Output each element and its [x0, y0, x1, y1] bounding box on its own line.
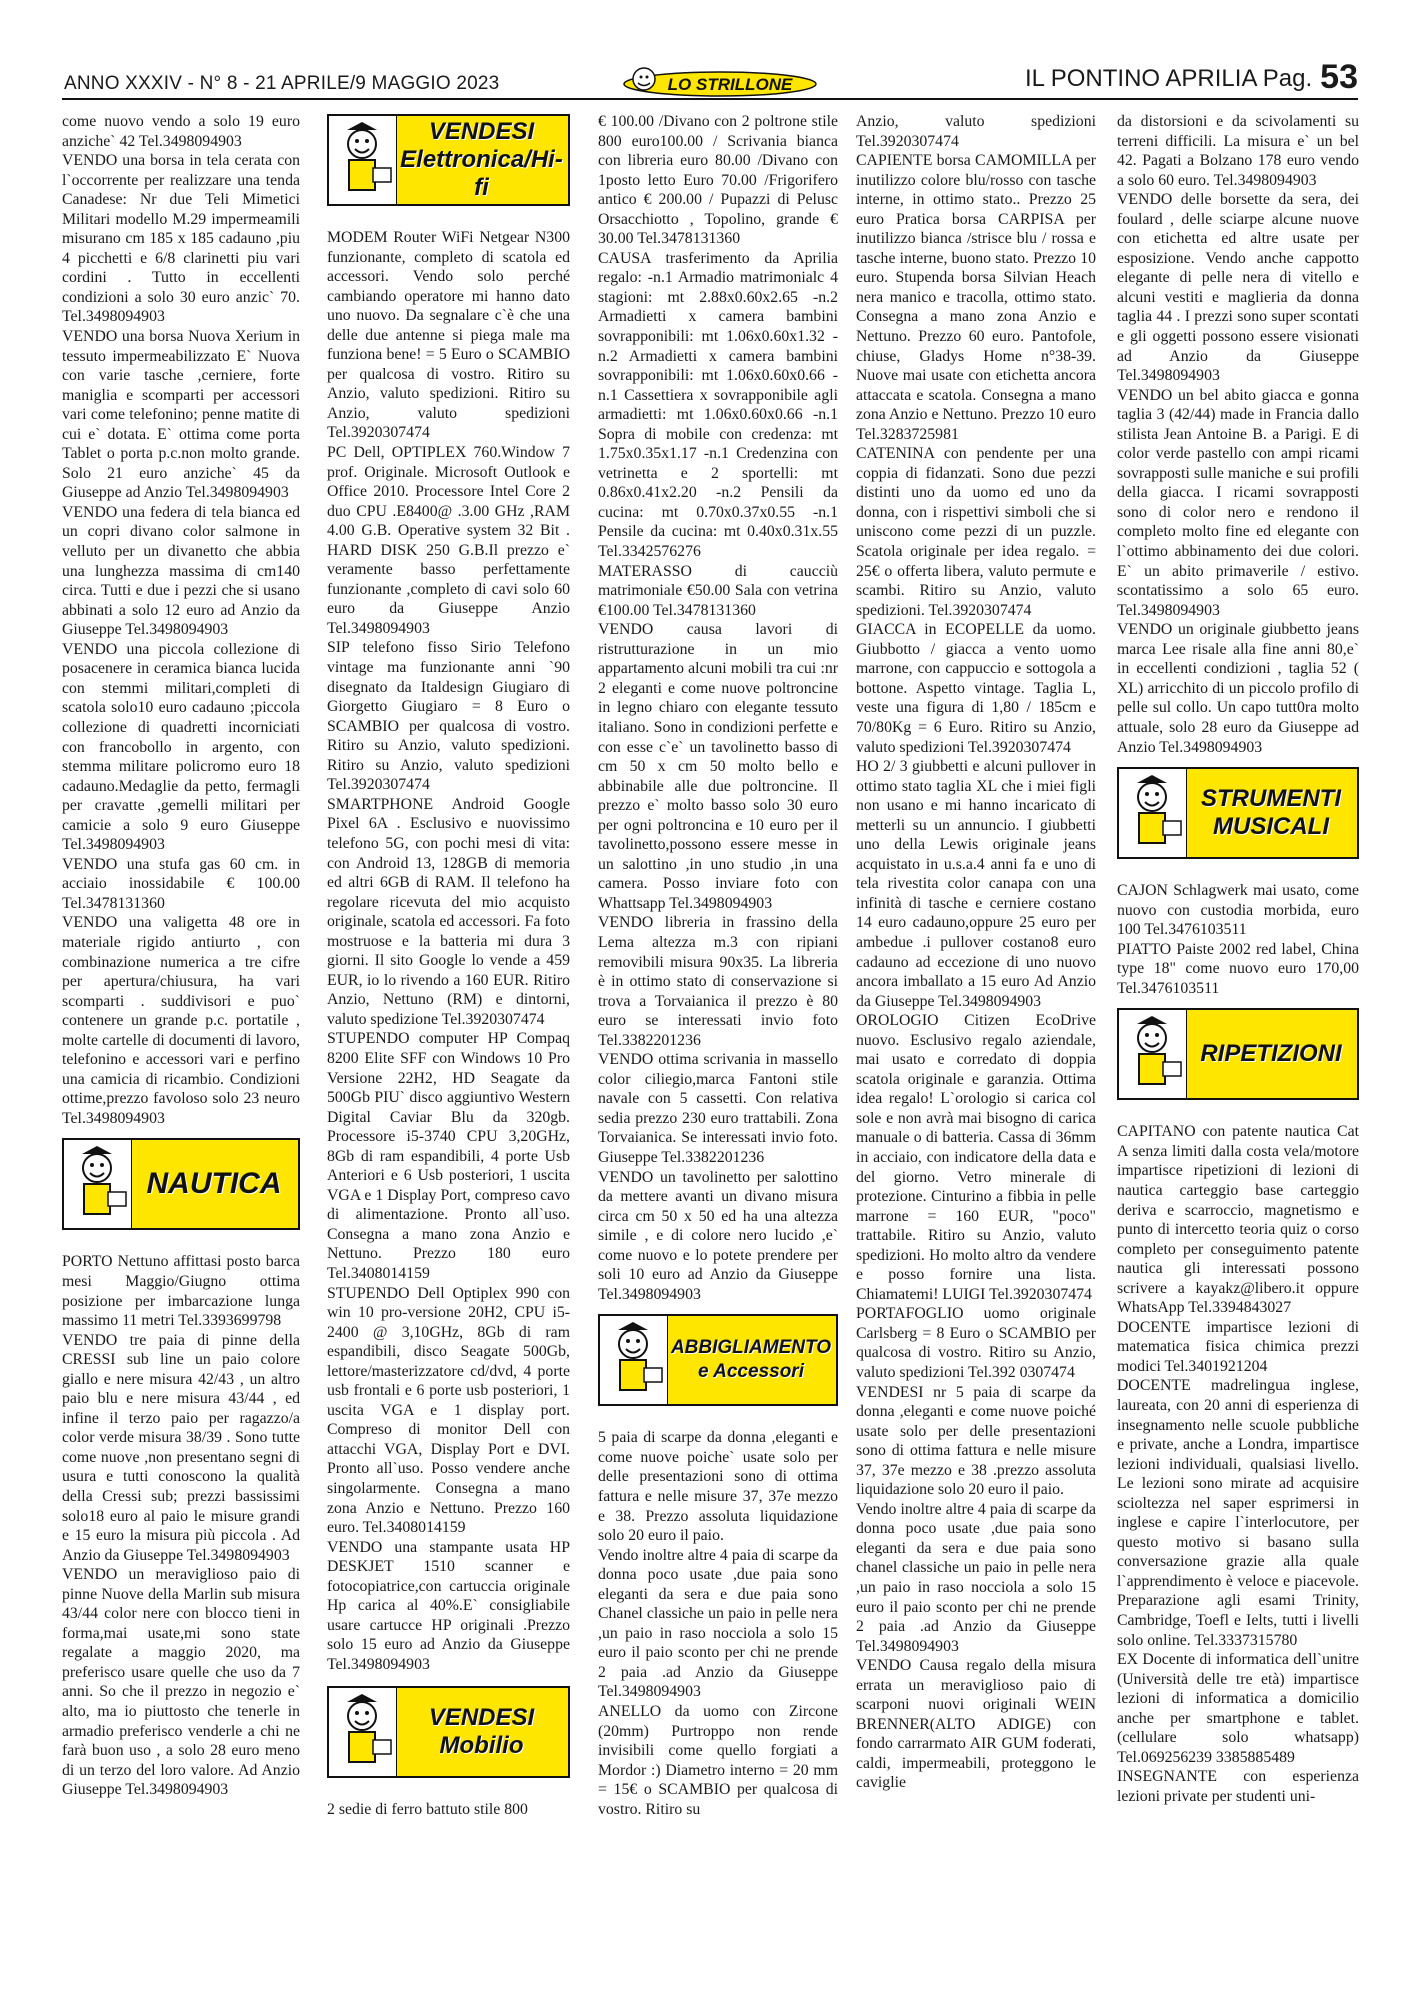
section-title: VENDESI Mobilio	[428, 1704, 535, 1760]
lo-strillone-logo	[620, 64, 820, 100]
page-number: 53	[1320, 58, 1358, 96]
section-banner-ripetizioni	[1117, 1008, 1359, 1100]
column-1	[62, 112, 300, 1800]
strillone-mascot-icon	[598, 1314, 668, 1406]
strillone-mascot-icon	[327, 114, 397, 206]
classified-text: Anzio, valuto spedizioni Tel.3920307474 CAPIENTE borsa CAMOMILLA per inutilizzo colore blu/rosso con tasche interne, in ottimo stato.. Prezzo 25 euro Pratica borsa CARPISA per inutilizzo bianca /strisce blu / rossa e tasche interne, buono stato. Prezzo 10 euro. Stupenda borsa Silvian Heach nera manico e tracolla, ottimo stato. Consegna a mano zona Anzio e Nettuno. Prezzo 60 euro. Pantofole, chiuse, Gladys Home n°38-39. Nuove mai usate con etichetta ancora attaccata e scatola. Consegna a mano zona Anzio e Nettuno. Prezzo 10 euro Tel.3283725981 CATENINA con pendente per una coppia di fidanzati. Sono due pezzi distinti uno da uomo ed uno da donna, con i rispettivi simboli che si uniscono come pezzi di un puzzle. Scatola originale per idea regalo. = 25€ o offerta libera, valuto permute e scambi. Ritiro su Anzio, valuto spedizioni. Tel.3920307474 GIACCA in ECOPELLE da uomo. Giubbotto / giacca a vento uomo marrone, con cappuccio e sottogola a bottone. Aspetto vintage. Taglia L, veste una figura di 1,80 / 185cm e 70/80Kg = 6 Euro. Ritiro su Anzio, valuto spedizioni Tel.3920307474 HO 2/ 3 giubbetti e alcuni pullover in ottimo stato taglia XL che i miei figli non usano e mi hanno incaricato di metterli su un annuncio. I giubbetti uno della Lewis originale jeans acquistato in u.s.a.4 anni fa e uno di tela rivestita color canapa con una infinità di tasche e cerniere costano 14 euro cadauno,oppure 25 euro per ambedue .i pullover costano8 euro cadauno ad eccezione di uno nuovo ancora imballato a 15 euro Ad Anzio da Giuseppe Tel.3498094903 OROLOGIO Citizen EcoDrive nuovo. Esclusivo regalo aziendale, mai usato e corredato di doppia scatola originale e garanzia. Ottima idea regalo! L`orologio si carica col sole e non avrà mai bisogno di carica manuale o di batteria. Cassa di 36mm in acciaio, con indicatore della data e del giorno. Vetro minerale di protezione. Cinturino a fibbia in pelle marrone = 160 EUR, "poco" trattabile. Ritiro su Anzio, valuto spedizioni. Ho molto altro da vendere e posso fornire una lista. Chiamatemi! LUIGI Tel.3920307474 PORTAFOGLIO uomo originale Carlsberg = 8 Euro o SCAMBIO per qualcosa di vostro. Ritiro su Anzio, valuto spedizioni Tel.392 0307474 VENDESI nr 5 paia di scarpe da donna ,eleganti e come nuove poiché usate solo per delle presentazioni sono di ottima fattura e nelle misure 37, 37e mezzo e 38 .prezzo assoluta liquidazione solo 20 euro il paio. Vendo inoltre altre 4 paia di scarpe da donna poco usate ,due paia sono eleganti da sera e due paia sono chanel classiche un paio in pelle nera ,un paio in raso nocciola a solo 15 euro il paio sconto per chi ne prende 2 paia .ad Anzio da Giuseppe Tel.3498094903 VENDO Causa regalo della misura errata un meraviglioso paio di scarponi nuovi originali WEIN BRENNER(ALTO ADIGE) con fondo carrarmato AIR GUM foderati, caldi, impermeabili, proteggono le caviglie	[856, 113, 1096, 1792]
classified-text: MODEM Router WiFi Netgear N300 funzionante, completo di scatola ed accessori. Vendo solo perché cambiando operatore mi hanno dato uno nuovo. Da segnalare c`è che una delle due antenne si piega male ma funziona bene! = 5 Euro o SCAMBIO per qualcosa di vostro. Ritiro su Anzio, valuto spedizioni. Ritiro su Anzio, valuto spedizioni Tel.3920307474 PC Dell, OPTIPLEX 760.Window 7 prof. Originale. Microsoft Outlook e Office 2010. Processore Intel Core 2 duo CPU .E8400@ .3.00 GHz ,RAM 4.00 G.B. Operative system 32 Bit . HARD DISK 250 G.B.Il prezzo e` veramente basso perfettamente funzionante ,completo di cavi solo 60 euro da Giuseppe Anzio Tel.3498094903 SIP telefono fisso Sirio Telefono vintage ma funzionante anni `90 disegnato da Italdesign Giugiaro di Giorgetto Giugiaro = 8 Euro o SCAMBIO per qualcosa di vostro. Ritiro su Anzio, valuto spedizioni. Ritiro su Anzio, valuto spedizioni Tel.3920307474 SMARTPHONE Android Google Pixel 6A . Esclusivo e nuovissimo telefono 5G, con pochi mesi di vita: con Android 13, 128GB di memoria ed altri 6GB di RAM. Il telefono ha regolare ricevuta del mio acquisto originale, scatola ed accessori. Fa foto mostruose e la batteria mi dura 3 giorni. Il sito Google lo vende a 459 EUR, io lo rivendo a 160 EUR. Ritiro Anzio, Nettuno (RM) e dintorni, valuto spedizione Tel.3920307474 STUPENDO computer HP Compaq 8200 Elite SFF con Windows 10 Pro Versione 22H2, HD Seagate da 500Gb PIU` disco aggiuntivo Western Digital Caviar Blu da 320gb. Processore i5-3740 CPU 3,20GHz, 8Gb di ram espandibili, 4 porte Usb Anteriori e 6 Usb posteriori, 1 uscita VGA e 1 Display Port, compreso cavo di alimentazione. Pronto all`uso. Consegna a mano zona Anzio e Nettuno. Prezzo 180 euro Tel.3408014159 STUPENDO Dell Optiplex 990 con win 10 pro-versione 20H2, CPU i5-2400 @ 3,10GHz, 8Gb di ram espandibili, disco Seagate 500Gb, lettore/masterizzatore cd/dvd, 4 porte usb frontali e 6 porte usb posteriori, 1 uscita VGA e 1 display port. Compreso di monitor Dell con attacchi VGA, Display Port e DVI. Pronto all`uso. Posso vendere anche singolarmente. Consegna a mano zona Anzio e Nettuno. Prezzo 160 euro. Tel.3408014159 VENDO una stampante usata HP DESKJET 1510 scanner e fotocopiatrice,con cartuccia originale Hp carica al 40%.E` consigliabile usare cartucce HP originali .Prezzo solo 15 euro ad Anzio da Giuseppe Tel.3498094903	[327, 229, 570, 1673]
section-banner-abbigliamento	[598, 1314, 838, 1406]
section-banner-nautica	[62, 1138, 300, 1230]
section-banner-strumenti	[1117, 767, 1359, 859]
section-banner-elettronica	[327, 114, 570, 206]
strillone-mascot-icon	[62, 1138, 132, 1230]
classified-text: come nuovo vendo a solo 19 euro anziche` 42 Tel.3498094903 VENDO una borsa in tela cerata con l`occorrente per realizzare una tenda Canadese: Nr due Teli Mimetici Militari modello M.29 impermeamili misurano cm 185 x 185 cadauno ,piu 4 picchetti e 6/8 clarinetti piu vari cordini . Tutto in eccellenti condizioni a solo 30 euro anzic` 70. Tel.3498094903 VENDO una borsa Nuova Xerium in tessuto impermeabilizzato E` Nuova con varie tasche ,cerniere, forte maniglia e scomparti per accessori vari come telefonino; penne matite di cui e` dotata. E` ottima come porta Tablet o porta p.c.non molto grande. Solo 21 euro anziche` 45 da Giuseppe ad Anzio Tel.3498094903 VENDO una federa di tela bianca ed un copri divano color salmone in velluto per un divanetto che abbia una lunghezza massima di cm140 circa. Tutti e due i pezzi che si usano abbinati a solo 12 euro ad Anzio da Giuseppe Tel.3498094903 VENDO una piccola collezione di posacenere in ceramica bianca lucida con stemmi militari,completi di scatola solo10 euro cadauno ;piccola collezione di quadretti incorniciati con francobollo in argento, con stemma militare policromo euro 18 cadauno.Medaglie da petto, fermagli per cravatte ,gemelli militari per camicie a solo 9 euro Giuseppe Tel.3498094903 VENDO una stufa gas 60 cm. in acciaio inossidabile € 100.00 Tel.3478131360 VENDO una valigetta 48 ore in materiale rigido antiurto , con combinazione numerica a tre cifre per apertura/chiusura, ha vari scomparti . suddivisori e puo` contenere un grande p.c. portatile , molte cartelle di documenti di lavoro, telefonino e accessori vari e perfino una camicia di ricambio. Condizioni ottime,prezzo favoloso solo 23 neuro Tel.3498094903	[62, 113, 300, 1127]
classified-text: CAPITANO con patente nautica Cat A senza limiti dalla costa vela/motore impartisce ripetizioni di lezioni di nautica carteggio base carteggio deriva e scarroccio, magnetismo e punto di intercetto teoria quiz o corso completo per conseguimento patente nautica gli interessati possono scrivere a kayakz@libero.it oppure WhatsApp Tel.3394843027 DOCENTE impartisce lezioni di matematica fisica chimica prezzi modici Tel.3401921204 DOCENTE madrelingua inglese, laureata, con 20 anni di esperienza di insegnamento nelle scuole pubbliche e private, anche a Londra, impartisce lezioni individuali, qualsiasi livello. Le lezioni sono mirate ad acquisire scioltezza nel saper esprimersi in inglese e capire l`interlocutore, per questo motivo si basano sulla conversazione grazie alla quale l`apprendimento è veloce e piacevole. Preparazione agli esami Trinity, Cambridge, Toefl e Ielts, tutti i livelli solo online. Tel.3337315780 EX Docente di informatica dell`unitre (Università delle tre età) impartisce lezioni di informatica a domicilio anche per smartphone e tablet.(cellulare solo whatsapp) Tel.069256239 3385885489 INSEGNANTE con esperienza lezioni private per studenti uni-	[1117, 1123, 1359, 1805]
classified-text: CAJON Schlagwerk mai usato, come nuovo con custodia morbida, euro 100 Tel.3476103511 PIATTO Paiste 2002 red label, China type 18" come nuovo euro 170,00 Tel.3476103511	[1117, 882, 1359, 997]
publication-page	[1025, 58, 1358, 97]
strillone-mascot-icon	[327, 1686, 397, 1778]
classified-text: 2 sedie di ferro battuto stile 800	[327, 1801, 528, 1819]
publication-name: IL PONTINO APRILIA Pag.	[1024, 65, 1313, 92]
classified-text: PORTO Nettuno affittasi posto barca mesi Maggio/Giugno ottima posizione per imbarcazione lunga massimo 11 metri Tel.3393699798 VENDO tre paia di pinne della CRESSI sub line un paio colore giallo e nere misura 42/43 , un altro paio blu e nere misura 43/44 , ed infine il terzo paio per ragazzo/a color verde misura 38/39 . Sono tutte come nuove ,non presentano segni di usura e tutti conoscono la qualità della Cressi sub; prezzi bassissimi solo18 euro al paio le misure grandi e 15 euro la misura più piccola . Ad Anzio da Giuseppe Tel.3498094903 VENDO un meraviglioso paio di pinne Nuove della Marlin sub misura 43/44 color nere con blocco tieni in forma,mai usate,mi sono state regalate a maggio 2020, ma preferisco usare quelle che uso da 7 anni. So che il prezzo in negozio e` alto, ma io piuttosto che tenerle in armadio preferisco venderle a chi ne farà buon uso , a solo 28 euro meno di un terzo del loro valore. Ad Anzio Giuseppe Tel.3498094903	[62, 1253, 300, 1799]
strillone-mascot-icon	[1117, 1008, 1187, 1100]
section-title: VENDESI Elettronica/Hi-fi	[400, 118, 563, 201]
svg-text:LO STRILLONE: LO STRILLONE	[667, 75, 793, 94]
column-2	[327, 112, 570, 1820]
strillone-mascot-icon	[1117, 767, 1187, 859]
issue-info: ANNO XXXIV - N° 8 - 21 APRILE/9 MAGGIO 2023	[64, 73, 500, 94]
classified-text: € 100.00 /Divano con 2 poltrone stile 800 euro100.00 / Scrivania bianca con libreria euro 80.00 /Divano con 1posto letto Euro 70.00 /Frigorifero antico € 200.00 / Pupazzi di Pelusc Orsacchiotto , Topolino, grande € 30.00 Tel.3478131360 CAUSA trasferimento da Aprilia regalo: -n.1 Armadio matrimonialc 4 stagioni: mt 2.88x0.60x2.65 -n.2 Armadietti x camera bambini sovrapponibili: mt 1.06x0.60x1.32 -n.2 Armadietti x camera bambini sovrapponibili: mt 1.06x0.60x0.66 -n.1 Cassettiera x sovrapponibile agli armadietti: mt 1.06x0.60x0.66 -n.1 Sopra di mobile con credenza: mt 1.75x0.35x1.17 -n.1 Credenzina con vetrinetta e 2 sportelli: mt 0.86x0.41x2.20 -n.2 Pensili da cucina: mt 0.70x0.37x0.55 -n.1 Pensile da cucina: mt 0.40x0.31x.55 Tel.3342576276 MATERASSO di caucciù matrimoniale €50.00 Sala con vetrina €100.00 Tel.3478131360 VENDO causa lavori di ristrutturazione in un mio appartamento alcuni mobili tra cui :nr 2 eleganti e come nuove poltroncine in legno chiaro con elegante tessuto italiano. Sono in condizioni perfette e con esse c`e` un tavolinetto basso di cm 50 x cm 50 molto bello e abbinabile alle due poltroncine. Il prezzo e` molto basso solo 30 euro per ogni poltroncina e 10 euro per il tavolinetto,possono essere messe in un salottino ,in uno studio ,in una camera. Posso inviare foto con Whattsapp Tel.3498094903 VENDO libreria in frassino della Lema altezza m.3 con ripiani removibili misura 90x35. La libreria è in ottimo stato di conservazione si trova a Torvaianica il prezzo è 80 euro se interessati invio foto Tel.3382201236 VENDO ottima scrivania in massello color ciliegio,marca Fantoni stile navale con 5 cassetti. Con relativa sedia prezzo 230 euro trattabili. Zona Torvaianica. Se interessati invio foto. Giuseppe Tel.3382201236 VENDO un tavolinetto per salottino da mettere avanti un divano misura circa cm 50 x 50 ed ha una altezza simile , e di colore nero lucido ,e` come nuovo e lo potete prendere per soli 10 euro ad Anzio da Giuseppe Tel.3498094903	[598, 113, 838, 1303]
classified-text: da distorsioni e da scivolamenti su terreni difficili. La misura e` un bel 42. Pagati a Bolzano 178 euro vendo a solo 60 euro. Tel.3498094903 VENDO delle borsette da sera, dei foulard , delle sciarpe alcune nuove con etichetta ed altre usate per esposizione. Vendo anche cappotto elegante di pelle nera di vitello e alcuni vestiti e maglieria da donna taglia 44 . I prezzi sono super scontati e gli oggetti possono essere visionati ad Anzio da Giuseppe Tel.3498094903 VENDO un bel abito giacca e gonna taglia 3 (42/44) made in Francia dallo stilista Jean Antoine B. a Parigi. E di color verde pastello con ampi ricami sovrapposti sulle maniche e sui profili della giacca. I ricami sovrapposti sono di color nero e rendono il completo molto fine ed elegante con l`ottimo abbinamento dei due colori. E` un abito primaverile / estivo. scontatissimo a solo 65 euro. Tel.3498094903 VENDO un originale giubbetto jeans marca Lee risale alla fine anni 80,e` in eccellenti condizioni , taglia 52 ( XL) arricchito di un piccolo profilo di pelle sul collo. Un capo tutt0ra molto attuale, solo 28 euro da Giuseppe ad Anzio Tel.3498094903	[1117, 113, 1359, 756]
column-5	[1117, 112, 1359, 1806]
section-title: ABBIGLIAMENTO e Accessori	[670, 1337, 832, 1383]
section-title: STRUMENTI MUSICALI	[1201, 785, 1341, 841]
section-title: RIPETIZIONI	[1200, 1040, 1342, 1068]
column-3	[598, 112, 838, 1819]
column-4	[856, 112, 1096, 1793]
section-banner-mobilio	[327, 1686, 570, 1778]
section-title: NAUTICA	[146, 1167, 282, 1201]
classified-text: 5 paia di scarpe da donna ,eleganti e come nuove poiche` usate solo per delle presentazioni sono di ottima fattura e nelle misure 37, 37e mezzo e 38. Prezzo assoluta liquidazione solo 20 euro il paio. Vendo inoltre altre 4 paia di scarpe da donna poco usate ,due paia sono eleganti da sera e due paia sono Chanel classiche un paio in pelle nera ,un paio in raso nocciola a solo 15 euro il paio sconto per chi ne prende 2 paia .ad Anzio da Giuseppe Tel.3498094903 ANELLO da uomo con Zircone (20mm) Purtroppo non rende invisibili come quello forgiati a Mordor :) Diametro interno = 20 mm = 15€ o SCAMBIO per qualcosa di vostro. Ritiro su	[598, 1429, 838, 1818]
